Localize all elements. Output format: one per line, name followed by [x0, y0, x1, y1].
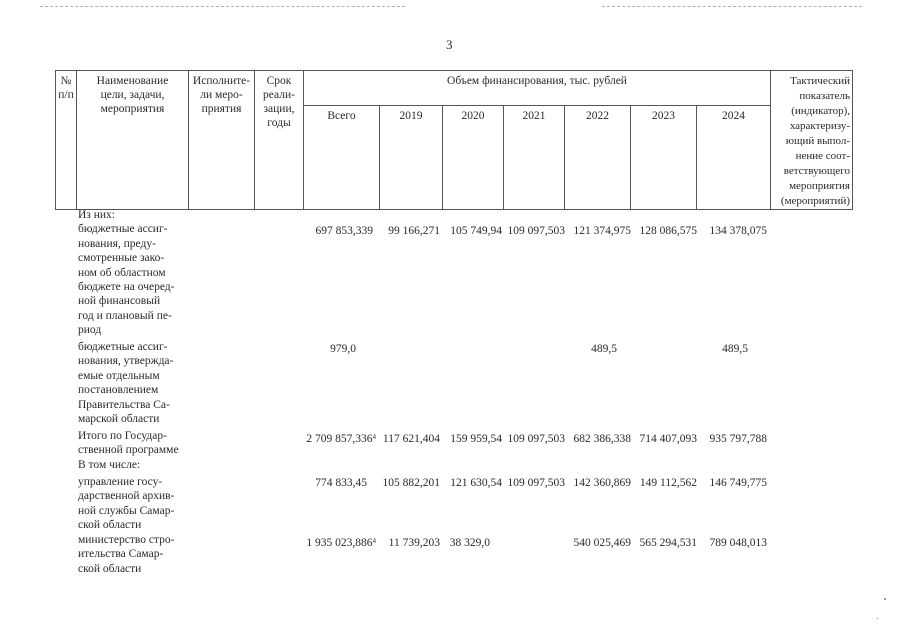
header-year-2024 [697, 106, 771, 210]
header-year-2019 [380, 106, 443, 210]
header-name-text: Наименование цели, задачи, мероприятия [96, 75, 169, 115]
row-4-2019: 105 882,201 [382, 477, 440, 489]
row-3-2022: 682 386,338 [573, 433, 631, 445]
row-3-total-footnote: 4 [372, 433, 376, 441]
row-5-2019: 11 739,203 [388, 537, 440, 549]
row-3-2021: 109 097,503 [507, 433, 565, 445]
header-executor-text: Исполните- ли меро- приятия [192, 75, 251, 115]
row-4-2022: 142 360,869 [573, 477, 631, 489]
row-5-total [298, 536, 376, 550]
row-3-2019: 117 621,404 [382, 433, 440, 445]
row-2-name: бюджетные ассиг- нования, утвержда- емые отдельным постановлением Правительства Са- марской области [78, 341, 174, 426]
row-3-2023: 714 407,093 [639, 433, 697, 445]
header-year-2023 [631, 106, 697, 210]
row-4-2024: 146 749,775 [709, 477, 767, 489]
page-number: 3 [446, 37, 453, 52]
header-indicator [771, 70, 853, 210]
row-1-2022: 121 374,975 [573, 225, 631, 237]
row-1-2024: 134 378,075 [709, 225, 767, 237]
row-1-2021: 109 097,503 [507, 225, 565, 237]
header-funding-text: Объем финансирования, тыс. рублей [447, 75, 627, 87]
header-executor [189, 70, 255, 210]
row-3-name: Итого по Государ- ственной программе В том числе: [78, 430, 179, 471]
header-table [0, 0, 905, 220]
header-year-2021-text: 2021 [522, 110, 546, 122]
header-year-2020 [443, 106, 504, 210]
header-term [255, 70, 304, 210]
header-funding [304, 70, 771, 106]
header-year-2022 [565, 106, 631, 210]
header-year-2020-text: 2020 [461, 110, 485, 122]
header-total [304, 106, 380, 210]
header-term-text: Срок реали- зации, годы [263, 75, 295, 129]
header-indicator-text: Тактический показатель (индикатор), характеризу- ющий выпол- нение соот- ветствующего мероприятия (мероприятий) [780, 75, 850, 207]
row-3-2020: 159 959,54 [450, 433, 502, 445]
row-4-2020: 121 630,54 [450, 477, 502, 489]
row-5-2022: 540 025,469 [573, 537, 631, 549]
row-3-2024: 935 797,788 [709, 433, 767, 445]
header-num [55, 70, 77, 210]
scan-speck [884, 598, 886, 600]
row-5-2023: 565 294,531 [639, 537, 697, 549]
row-5-2020: 38 329,0 [449, 537, 490, 549]
header-year-2024-text: 2024 [722, 110, 745, 122]
row-4-total: 774 833,45 [315, 477, 367, 489]
row-3-total [298, 432, 376, 446]
header-year-2021 [504, 106, 565, 210]
row-4-2023: 149 112,562 [639, 477, 697, 489]
row-4-2021: 109 097,503 [507, 477, 565, 489]
row-5-total-value: 1 935 023,886 [306, 537, 373, 549]
row-2-total: 979,0 [330, 343, 356, 355]
row-5-2024: 789 048,013 [709, 537, 767, 549]
scan-speck [877, 618, 878, 619]
row-2-2024: 489,5 [722, 343, 748, 355]
row-1-name: Из них: бюджетные ассиг- нования, преду- смотренные зако- ном об областном бюджете на очеред- ной финансовый год и плановый пе- риод [78, 209, 175, 337]
row-2-2022: 489,5 [591, 343, 617, 355]
row-1-total: 697 853,339 [315, 225, 373, 237]
row-3-total-value: 2 709 857,336 [306, 433, 373, 445]
header-year-2023-text: 2023 [652, 110, 675, 122]
row-4-name: управление госу- дарственной архив- ной службы Самар- ской области [78, 476, 175, 532]
row-1-2023: 128 086,575 [639, 225, 697, 237]
header-year-2019-text: 2019 [399, 110, 423, 122]
row-5-name: министерство стро- ительства Самар- ской области [78, 534, 175, 575]
header-year-2022-text: 2022 [586, 110, 609, 122]
header-num-text: № п/п [58, 75, 74, 101]
header-total-text: Всего [327, 110, 356, 122]
row-1-2019: 99 166,271 [388, 225, 440, 237]
row-1-2020: 105 749,94 [450, 225, 502, 237]
header-name [77, 70, 189, 210]
row-5-total-footnote: 4 [372, 537, 376, 545]
